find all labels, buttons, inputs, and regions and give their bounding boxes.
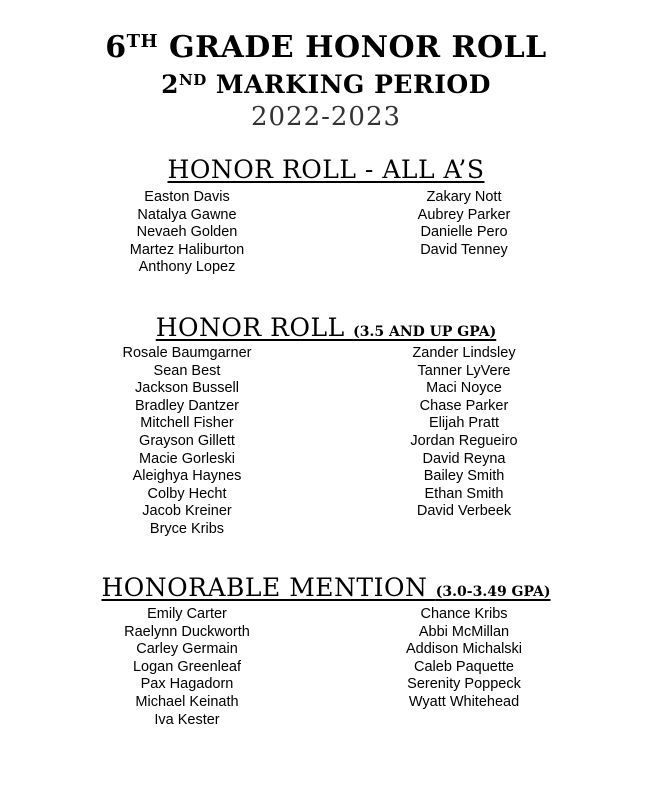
student-name: Maci Noyce [426, 380, 502, 397]
student-name: Bradley Dantzer [135, 397, 239, 414]
student-name: Nevaeh Golden [136, 224, 238, 241]
section-title: HONORABLE MENTION [101, 573, 436, 602]
student-name: Martez Haliburton [129, 241, 245, 258]
document-title [0, 30, 652, 65]
title-grade-suffix: TH [126, 31, 158, 53]
section-subtitle: (3.5 AND UP GPA) [353, 324, 497, 340]
student-name: Rosale Baumgarner [122, 345, 252, 361]
honorable-mention-right-list [364, 606, 564, 712]
student-name: Sean Best [153, 362, 221, 379]
student-name: Macie Gorleski [139, 450, 235, 467]
school-year: 2022-2023 [250, 102, 402, 132]
student-name: Logan Greenleaf [132, 658, 242, 675]
student-name: Elijah Pratt [428, 415, 500, 432]
section-heading-honorable-mention [0, 573, 652, 602]
student-name: Mitchell Fisher [140, 415, 234, 432]
student-name: Chance Kribs [420, 606, 508, 622]
student-name: Easton Davis [144, 189, 230, 205]
student-name: Emily Carter [147, 606, 227, 622]
marking-period-number: 2 [161, 70, 179, 99]
marking-period-title [0, 70, 652, 99]
student-name: Iva Kester [154, 711, 220, 728]
student-name: Anthony Lopez [138, 259, 236, 276]
student-name: Jordan Regueiro [410, 432, 518, 449]
student-name: Zander Lindsley [412, 345, 516, 361]
student-name: Tanner LyVere [417, 362, 511, 379]
student-name: Caleb Paquette [414, 658, 514, 675]
section-title: HONOR ROLL - ALL A’S [167, 155, 485, 184]
section-heading-honor-roll [0, 313, 652, 342]
student-name: Grayson Gillett [139, 432, 235, 449]
student-name: David Tenney [420, 241, 508, 258]
student-name: David Reyna [422, 450, 506, 467]
title-grade-text: GRADE HONOR ROLL [158, 30, 547, 65]
student-name: Abbi McMillan [418, 623, 510, 640]
student-name: Natalya Gawne [137, 206, 237, 223]
student-name: Jacob Kreiner [142, 503, 232, 520]
student-name: Carley Germain [136, 641, 238, 658]
student-name: Aleighya Haynes [132, 468, 242, 485]
honorable-mention-left-list [87, 606, 287, 729]
student-name: Bailey Smith [423, 468, 505, 485]
section-title: HONOR ROLL [155, 313, 354, 342]
student-name: Ethan Smith [424, 485, 504, 502]
honor-roll-left-list [87, 345, 287, 539]
student-name: Bryce Kribs [149, 520, 225, 537]
student-name: Serenity Poppeck [407, 676, 521, 693]
student-name: Colby Hecht [147, 485, 227, 502]
student-name: Michael Keinath [135, 693, 239, 710]
title-grade-number: 6 [105, 30, 127, 65]
student-name: Zakary Nott [426, 189, 502, 205]
student-name: Jackson Bussell [135, 380, 239, 397]
honor-roll-right-list [364, 345, 564, 521]
marking-period-suffix: ND [179, 70, 207, 89]
student-name: Raelynn Duckworth [124, 623, 250, 640]
marking-period-text: MARKING PERIOD [206, 70, 491, 99]
section-subtitle: (3.0-3.49 GPA) [435, 584, 551, 600]
all-as-right-list [364, 189, 564, 259]
student-name: Danielle Pero [420, 224, 508, 241]
student-name: Addison Michalski [405, 641, 523, 658]
student-name: Chase Parker [419, 397, 509, 414]
student-name: Wyatt Whitehead [408, 693, 520, 710]
student-name: David Verbeek [416, 503, 512, 520]
section-heading-all-as [0, 155, 652, 184]
all-as-left-list [87, 189, 287, 277]
student-name: Pax Hagadorn [140, 676, 234, 693]
student-name: Aubrey Parker [417, 206, 511, 223]
